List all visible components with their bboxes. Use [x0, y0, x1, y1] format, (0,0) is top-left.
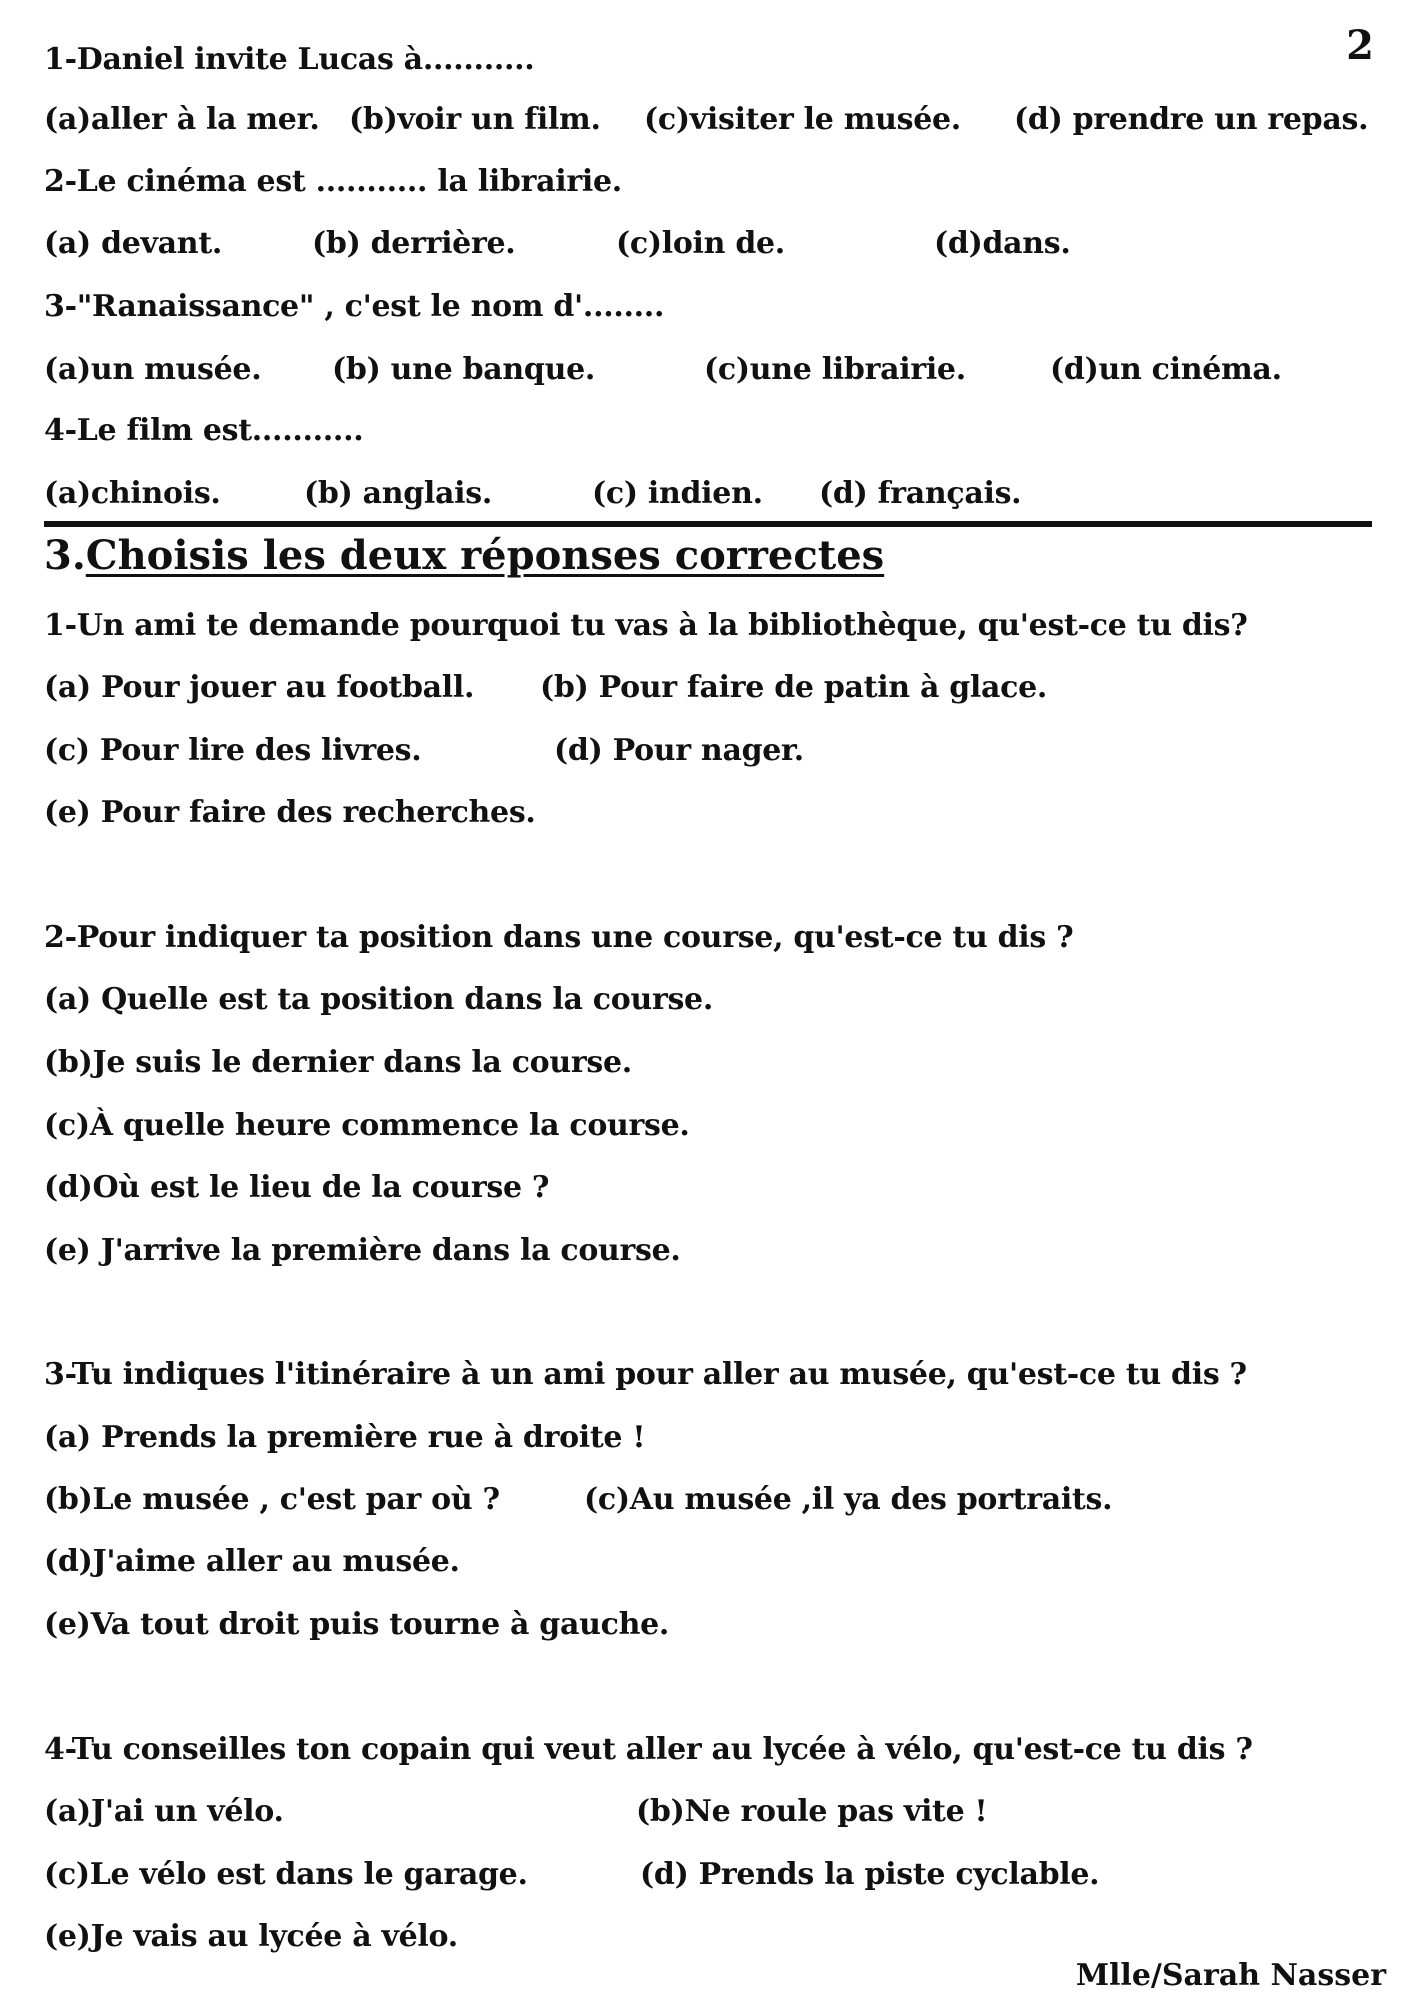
s3-question-1-options-row2: [44, 731, 1384, 771]
option-d: (d)un cinéma.: [1050, 352, 1282, 387]
author-signature: Mlle/Sarah Nasser: [1075, 1958, 1386, 1993]
section-3-title: [44, 530, 884, 582]
option-d: (d) Pour nager.: [554, 733, 804, 768]
question-2-text: 2-Le cinéma est ........... la librairie.: [44, 164, 622, 199]
option-d: (d) prendre un repas.: [1014, 102, 1369, 137]
option-b: (b)Ne roule pas vite !: [636, 1794, 988, 1829]
question-1-text: 1-Daniel invite Lucas à...........: [44, 42, 535, 77]
option-a: (a) Quelle est ta position dans la course.: [44, 982, 713, 1017]
option-c: (c)Le vélo est dans le garage.: [44, 1857, 528, 1892]
s3-question-4-options-row2: [44, 1855, 1384, 1895]
option-a: (a)aller à la mer.: [44, 102, 320, 137]
question-4-text: 4-Le film est...........: [44, 413, 364, 448]
option-d: (d)dans.: [934, 226, 1071, 261]
question-4-options: [44, 474, 1384, 514]
option-c: (c) indien.: [592, 476, 763, 511]
option-c: (c)loin de.: [616, 226, 785, 261]
page-number: 2: [1346, 22, 1374, 69]
s3-question-2-text: 2-Pour indiquer ta position dans une course, qu'est-ce tu dis ?: [44, 920, 1074, 955]
s3-question-1-options-row1: [44, 668, 1384, 708]
option-b: (b) derrière.: [312, 226, 516, 261]
option-b: (b) anglais.: [304, 476, 493, 511]
option-b: (b) Pour faire de patin à glace.: [540, 670, 1048, 705]
question-2-options: [44, 224, 1384, 264]
option-b: (b)Je suis le dernier dans la course.: [44, 1045, 632, 1080]
option-a: (a) devant.: [44, 226, 223, 261]
option-a: (a)un musée.: [44, 352, 262, 387]
s3-question-4-options-row1: [44, 1792, 1384, 1832]
question-1-options: [44, 100, 1384, 140]
question-3-options: [44, 350, 1384, 390]
option-c: (c)visiter le musée.: [644, 102, 961, 137]
option-b: (b)voir un film.: [349, 102, 601, 137]
s3-question-1-text: 1-Un ami te demande pourquoi tu vas à la bibliothèque, qu'est-ce tu dis?: [44, 608, 1248, 643]
option-c: (c)À quelle heure commence la course.: [44, 1108, 690, 1143]
option-a: (a) Prends la première rue à droite !: [44, 1420, 646, 1455]
option-c: (c)une librairie.: [704, 352, 966, 387]
option-e: (e) Pour faire des recherches.: [44, 795, 536, 830]
option-a: (a)chinois.: [44, 476, 221, 511]
s3-question-3-text: 3-Tu indiques l'itinéraire à un ami pour aller au musée, qu'est-ce tu dis ?: [44, 1357, 1247, 1392]
option-c: (c)Au musée ,il ya des portraits.: [584, 1482, 1113, 1517]
option-e: (e)Va tout droit puis tourne à gauche.: [44, 1607, 670, 1642]
section-heading: Choisis les deux réponses correctes: [85, 532, 885, 579]
option-d: (d) Prends la piste cyclable.: [640, 1857, 1100, 1892]
option-d: (d)Où est le lieu de la course ?: [44, 1170, 550, 1205]
question-3-text: 3-"Ranaissance" , c'est le nom d'........: [44, 289, 665, 324]
s3-question-3-options-row2: [44, 1480, 1384, 1520]
option-d: (d) français.: [819, 476, 1022, 511]
option-a: (a)J'ai un vélo.: [44, 1794, 284, 1829]
section-number: 3.: [44, 532, 86, 579]
option-c: (c) Pour lire des livres.: [44, 733, 422, 768]
s3-question-4-text: 4-Tu conseilles ton copain qui veut aller au lycée à vélo, qu'est-ce tu dis ?: [44, 1732, 1253, 1767]
option-b: (b) une banque.: [332, 352, 596, 387]
option-d: (d)J'aime aller au musée.: [44, 1544, 460, 1579]
option-a: (a) Pour jouer au football.: [44, 670, 475, 705]
option-e: (e) J'arrive la première dans la course.: [44, 1233, 681, 1268]
option-e: (e)Je vais au lycée à vélo.: [44, 1919, 458, 1954]
option-b: (b)Le musée , c'est par où ?: [44, 1482, 500, 1517]
section-divider: [44, 521, 1372, 527]
